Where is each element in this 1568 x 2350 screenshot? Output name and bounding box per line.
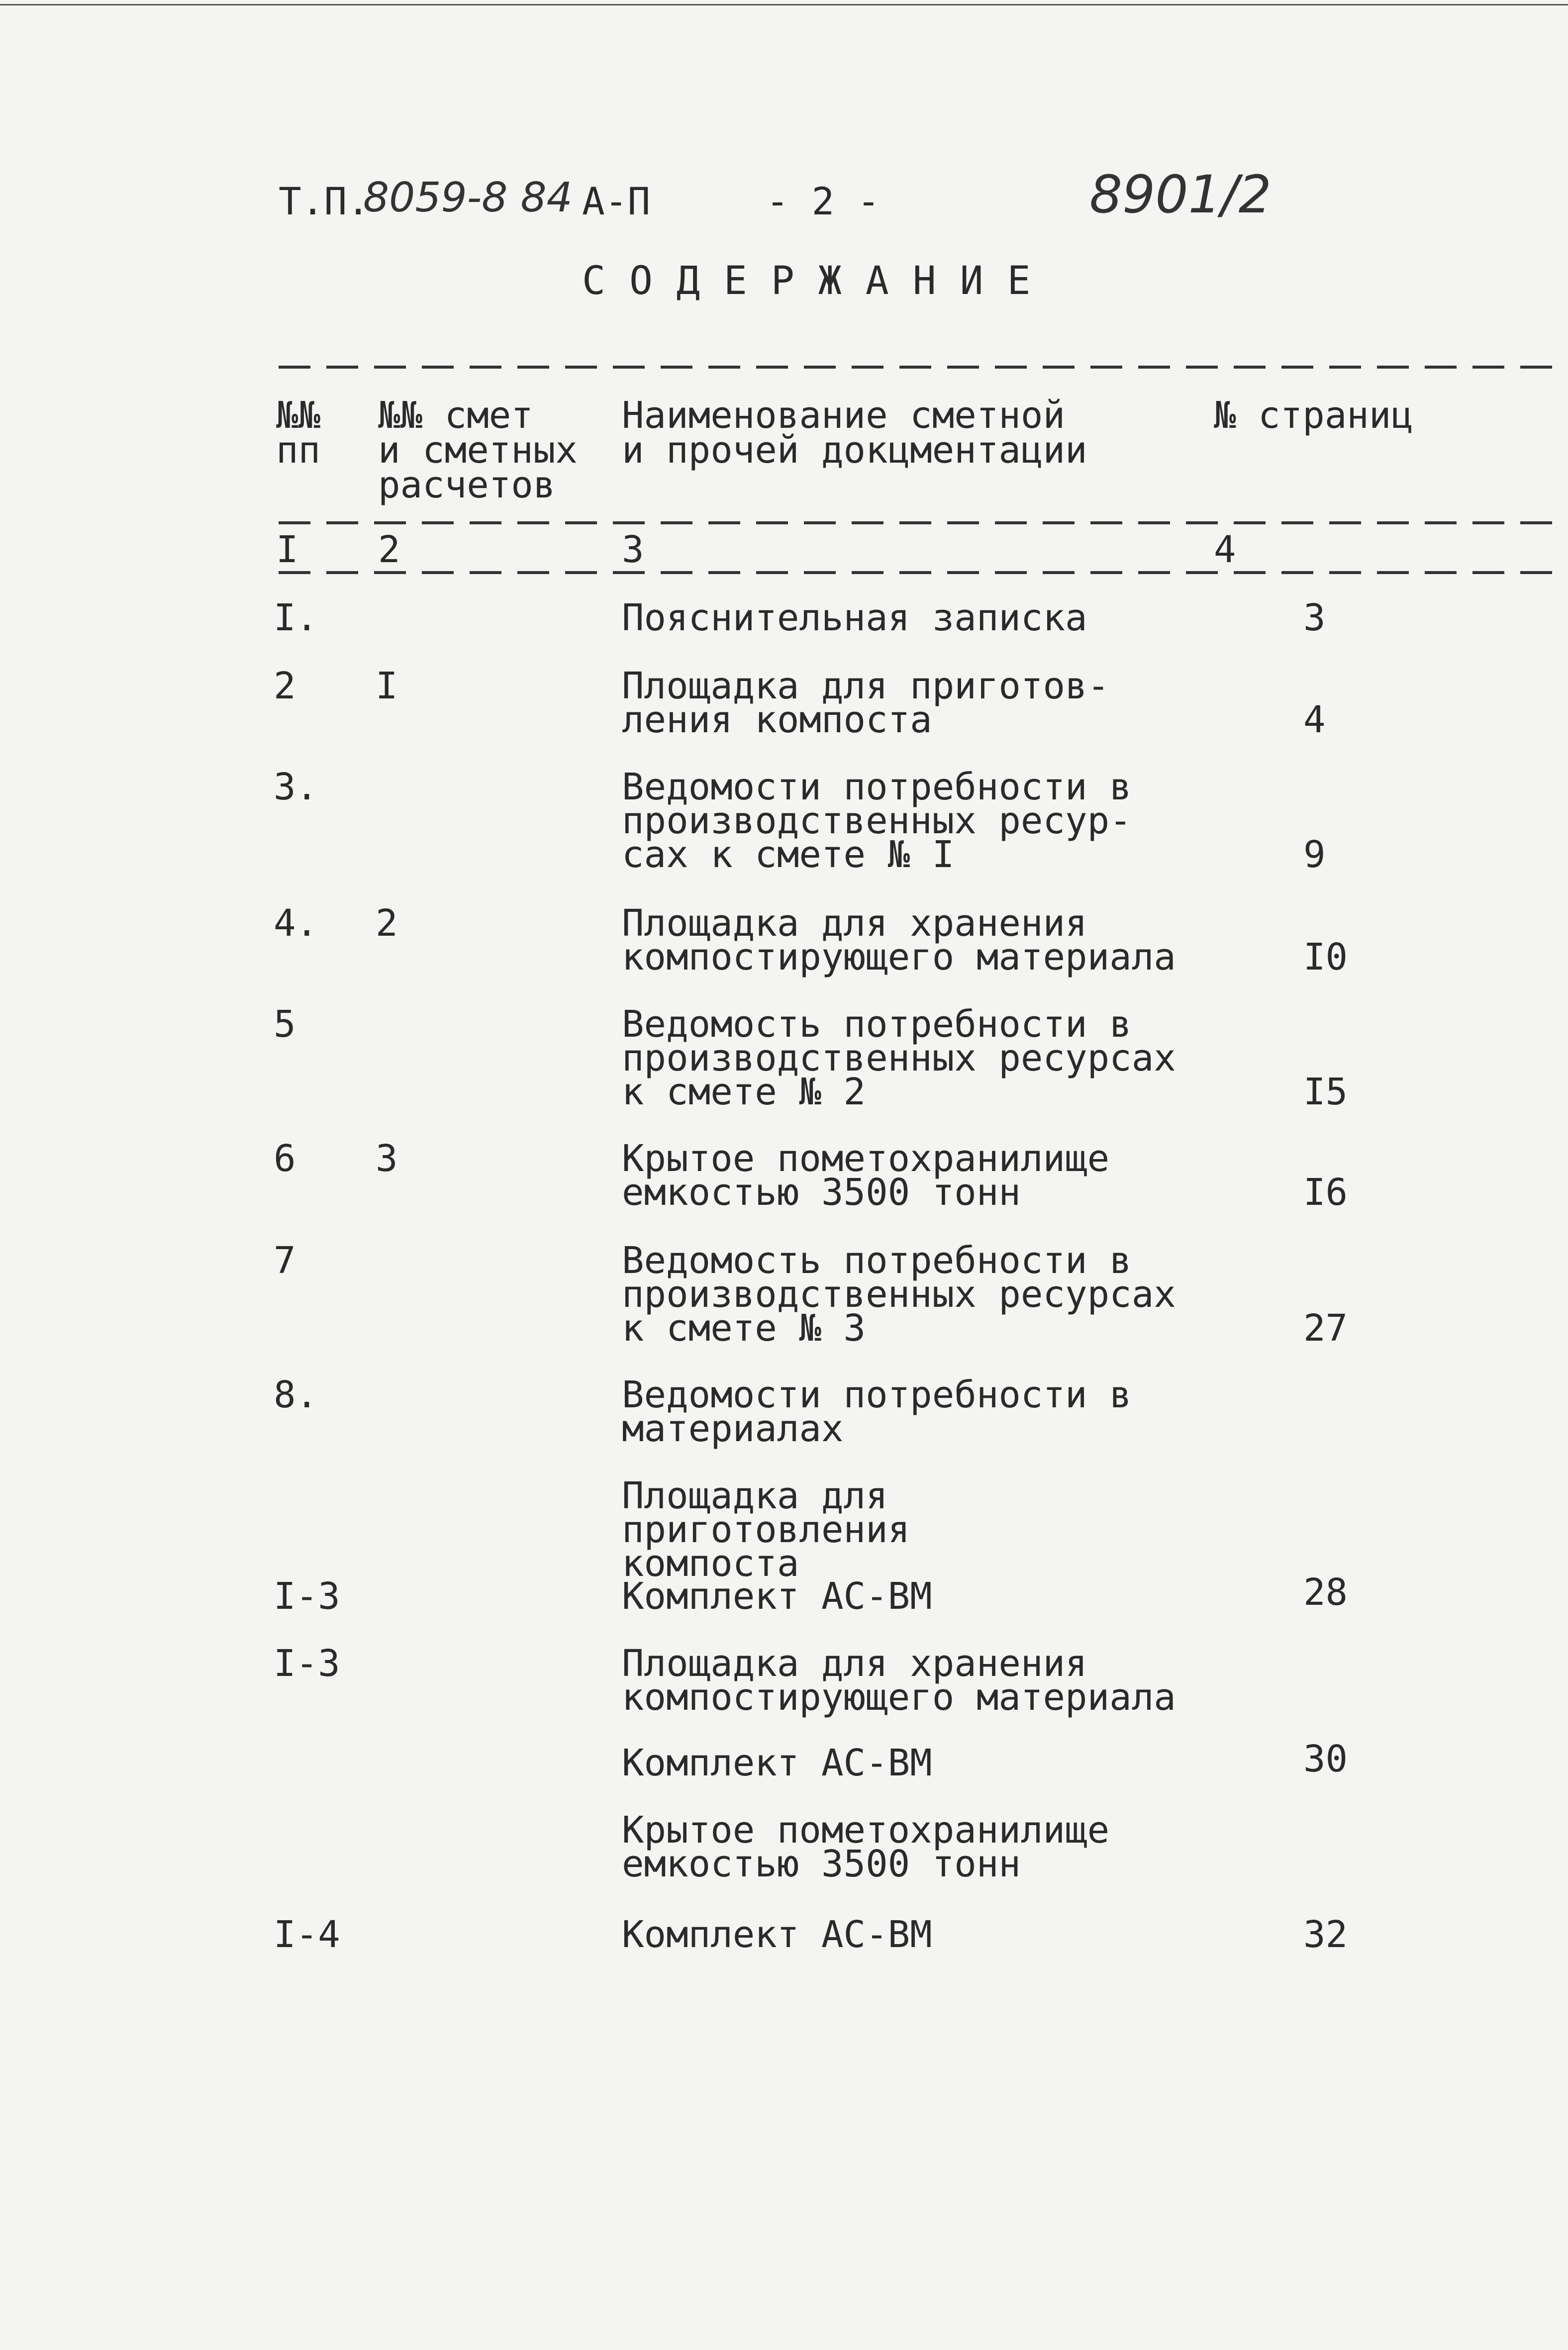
row-name: Крытое пометохранилище емкостью 3500 тонн bbox=[622, 1137, 1110, 1214]
row-number: 4. bbox=[274, 902, 318, 945]
row-name: Площадка для хранения компостирующего материала bbox=[622, 902, 1176, 979]
row-estimate: 2 bbox=[376, 902, 398, 945]
row-number: 3. bbox=[274, 766, 318, 808]
col-header-number: №№ пп bbox=[276, 394, 321, 472]
col-header-name: Наименование сметной и прочей докцментации bbox=[622, 394, 1087, 472]
row-page: 4 bbox=[1303, 698, 1326, 741]
row-name: Ведомости потребности в производственных ресур- сах к смете № I bbox=[622, 766, 1132, 876]
inventory-number: 8901/2 bbox=[1089, 164, 1272, 225]
row-number: I. bbox=[274, 596, 318, 639]
table-rule-header bbox=[279, 521, 1568, 524]
doc-code-suffix: А-П bbox=[582, 179, 651, 223]
row-page: I0 bbox=[1303, 936, 1348, 979]
col-number-1: I bbox=[276, 528, 298, 571]
col-number-4: 4 bbox=[1214, 528, 1236, 571]
col-header-pages: № страниц bbox=[1214, 394, 1413, 437]
doc-code-prefix: Т.П. bbox=[279, 179, 370, 223]
row-number: 2 bbox=[274, 665, 296, 707]
row-number: 6 bbox=[274, 1137, 296, 1180]
table-rule-top bbox=[279, 366, 1568, 369]
row-page: 9 bbox=[1303, 833, 1326, 876]
page-number: - 2 - bbox=[766, 179, 880, 223]
row-number: 7 bbox=[274, 1239, 296, 1282]
row-name: Площадка для приготовления компоста bbox=[622, 1474, 910, 1585]
col-number-2: 2 bbox=[378, 528, 400, 571]
row-name: Площадка для приготов- ления компоста bbox=[622, 665, 1110, 741]
row-number: 5 bbox=[274, 1003, 296, 1046]
row-name: Ведомости потребности в материалах bbox=[622, 1373, 1132, 1450]
row-name: Ведомость потребности в производственных ресурсах к смете № 2 bbox=[622, 1003, 1176, 1113]
row-estimate: I bbox=[376, 665, 398, 707]
row-name: Комплект АС-ВМ bbox=[622, 1913, 932, 1956]
row-name: Крытое пометохранилище емкостью 3500 тонн bbox=[622, 1809, 1110, 1885]
doc-code-handwritten: 8059-8 84 bbox=[363, 174, 573, 221]
row-page: 27 bbox=[1303, 1307, 1348, 1350]
row-page: 32 bbox=[1303, 1913, 1348, 1956]
row-page: I6 bbox=[1303, 1171, 1348, 1214]
row-page: 30 bbox=[1303, 1738, 1348, 1780]
row-page: 28 bbox=[1303, 1571, 1348, 1614]
document-title: СОДЕРЖАНИЕ bbox=[582, 259, 1055, 303]
row-number: I-3 bbox=[274, 1575, 340, 1618]
row-estimate: 3 bbox=[376, 1137, 398, 1180]
table-rule-numbers bbox=[279, 571, 1568, 574]
row-number: I-4 bbox=[274, 1913, 340, 1956]
row-name: Площадка для хранения компостирующего материала bbox=[622, 1642, 1176, 1719]
row-page: I5 bbox=[1303, 1071, 1348, 1113]
col-number-3: 3 bbox=[622, 528, 644, 571]
row-name: Комплект АС-ВМ bbox=[622, 1742, 932, 1784]
top-edge-line bbox=[0, 4, 1568, 5]
row-page: 3 bbox=[1303, 596, 1326, 639]
row-number: 8. bbox=[274, 1373, 318, 1416]
row-name: Пояснительная записка bbox=[622, 596, 1087, 639]
row-number: I-3 bbox=[274, 1642, 340, 1685]
row-name: Комплект АС-ВМ bbox=[622, 1575, 932, 1618]
row-name: Ведомость потребности в производственных ресурсах к смете № 3 bbox=[622, 1239, 1176, 1350]
col-header-estimates: №№ смет и сметных расчетов bbox=[378, 394, 578, 506]
